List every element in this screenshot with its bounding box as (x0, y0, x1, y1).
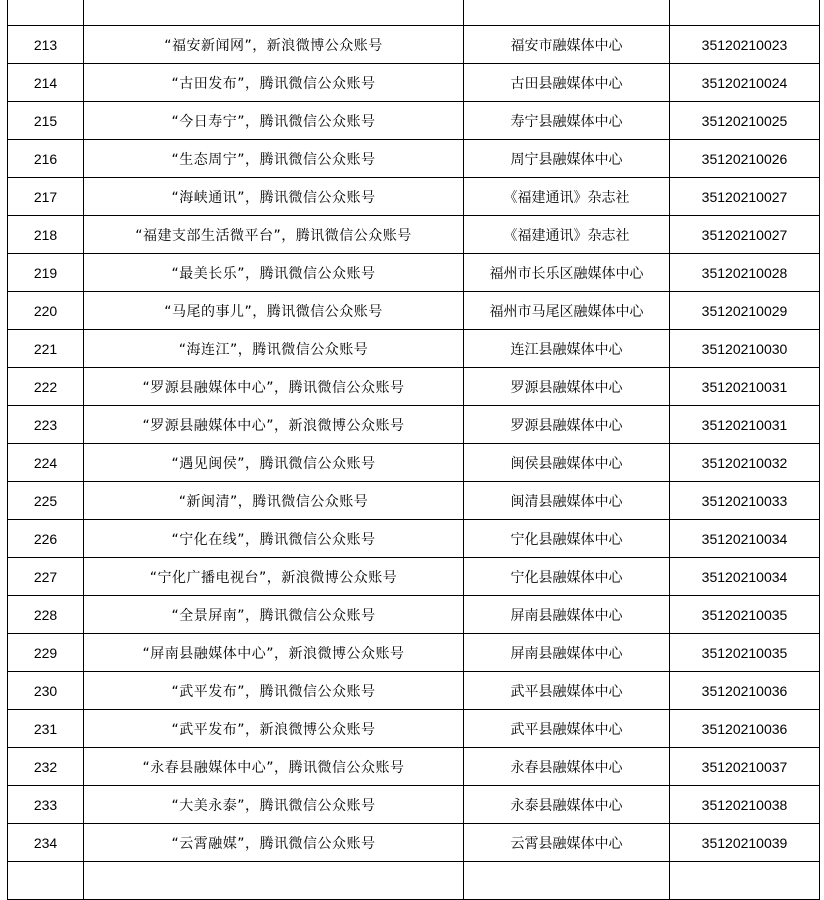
account-name-cell: “今日寿宁”，腾讯微信公众账号 (84, 102, 464, 140)
row-number-cell: 218 (8, 216, 84, 254)
row-number-cell: 219 (8, 254, 84, 292)
row-number-cell: 232 (8, 748, 84, 786)
row-number-cell: 234 (8, 824, 84, 862)
license-code-cell: 35120210037 (670, 748, 820, 786)
account-name-cell: “宁化在线”，腾讯微信公众账号 (84, 520, 464, 558)
organization-cell: 屏南县融媒体中心 (464, 596, 670, 634)
table-row (8, 292, 820, 330)
organization-cell: 周宁县融媒体中心 (464, 140, 670, 178)
account-name-cell: “新闽清”，腾讯微信公众账号 (84, 482, 464, 520)
table-row (8, 786, 820, 824)
table-row (8, 368, 820, 406)
table-row (8, 330, 820, 368)
license-code-cell: 35120210036 (670, 672, 820, 710)
table-row (8, 748, 820, 786)
organization-cell: 闽侯县融媒体中心 (464, 444, 670, 482)
account-name-cell: “罗源县融媒体中心”，腾讯微信公众账号 (84, 368, 464, 406)
account-name-cell: “福安新闻网”，新浪微博公众账号 (84, 26, 464, 64)
row-number-cell: 226 (8, 520, 84, 558)
table-body (8, 0, 820, 900)
license-code-cell: 35120210036 (670, 710, 820, 748)
row-number-cell: 213 (8, 26, 84, 64)
table-row (8, 178, 820, 216)
table-row (8, 596, 820, 634)
license-code-cell: 35120210028 (670, 254, 820, 292)
table-row (8, 558, 820, 596)
cell-empty (84, 0, 464, 26)
table-row (8, 634, 820, 672)
account-name-cell: “最美长乐”，腾讯微信公众账号 (84, 254, 464, 292)
organization-cell: 《福建通讯》杂志社 (464, 178, 670, 216)
row-number-cell: 224 (8, 444, 84, 482)
cell-empty (8, 862, 84, 900)
license-code-cell: 35120210026 (670, 140, 820, 178)
table-row (8, 824, 820, 862)
account-name-cell: “生态周宁”，腾讯微信公众账号 (84, 140, 464, 178)
account-name-cell: “屏南县融媒体中心”，新浪微博公众账号 (84, 634, 464, 672)
license-code-cell: 35120210027 (670, 216, 820, 254)
cell-empty (670, 0, 820, 26)
table-row (8, 482, 820, 520)
license-code-cell: 35120210039 (670, 824, 820, 862)
table-row (8, 520, 820, 558)
account-name-cell: “海峡通讯”，腾讯微信公众账号 (84, 178, 464, 216)
license-code-cell: 35120210034 (670, 520, 820, 558)
table-row (8, 64, 820, 102)
organization-cell: 永泰县融媒体中心 (464, 786, 670, 824)
account-name-cell: “罗源县融媒体中心”，新浪微博公众账号 (84, 406, 464, 444)
organization-cell: 宁化县融媒体中心 (464, 520, 670, 558)
cell-empty (464, 862, 670, 900)
row-number-cell: 230 (8, 672, 84, 710)
table-row (8, 672, 820, 710)
table-row (8, 710, 820, 748)
license-code-cell: 35120210025 (670, 102, 820, 140)
row-number-cell: 233 (8, 786, 84, 824)
organization-cell: 闽清县融媒体中心 (464, 482, 670, 520)
row-number-cell: 231 (8, 710, 84, 748)
license-code-cell: 35120210031 (670, 368, 820, 406)
table-row (8, 140, 820, 178)
organization-cell: 武平县融媒体中心 (464, 710, 670, 748)
license-code-cell: 35120210027 (670, 178, 820, 216)
organization-cell: 福州市长乐区融媒体中心 (464, 254, 670, 292)
cell-empty (670, 862, 820, 900)
account-name-cell: “武平发布”，新浪微博公众账号 (84, 710, 464, 748)
row-number-cell: 225 (8, 482, 84, 520)
account-name-cell: “遇见闽侯”，腾讯微信公众账号 (84, 444, 464, 482)
account-name-cell: “福建支部生活微平台”，腾讯微信公众账号 (84, 216, 464, 254)
row-number-cell: 217 (8, 178, 84, 216)
account-name-cell: “宁化广播电视台”，新浪微博公众账号 (84, 558, 464, 596)
organization-cell: 永春县融媒体中心 (464, 748, 670, 786)
license-code-cell: 35120210024 (670, 64, 820, 102)
license-code-cell: 35120210038 (670, 786, 820, 824)
account-name-cell: “海连江”，腾讯微信公众账号 (84, 330, 464, 368)
row-number-cell: 220 (8, 292, 84, 330)
organization-cell: 罗源县融媒体中心 (464, 406, 670, 444)
row-number-cell: 229 (8, 634, 84, 672)
license-code-cell: 35120210035 (670, 596, 820, 634)
organization-cell: 《福建通讯》杂志社 (464, 216, 670, 254)
license-code-cell: 35120210023 (670, 26, 820, 64)
table-row (8, 216, 820, 254)
table-row (8, 444, 820, 482)
table-row (8, 102, 820, 140)
license-code-cell: 35120210033 (670, 482, 820, 520)
table-row (8, 254, 820, 292)
license-code-cell: 35120210035 (670, 634, 820, 672)
account-name-cell: “全景屏南”，腾讯微信公众账号 (84, 596, 464, 634)
cell-empty (464, 0, 670, 26)
account-name-cell: “永春县融媒体中心”，腾讯微信公众账号 (84, 748, 464, 786)
row-number-cell: 223 (8, 406, 84, 444)
row-number-cell: 228 (8, 596, 84, 634)
organization-cell: 古田县融媒体中心 (464, 64, 670, 102)
organization-cell: 屏南县融媒体中心 (464, 634, 670, 672)
table-row (8, 406, 820, 444)
organization-cell: 寿宁县融媒体中心 (464, 102, 670, 140)
organization-cell: 罗源县融媒体中心 (464, 368, 670, 406)
row-number-cell: 227 (8, 558, 84, 596)
row-number-cell: 216 (8, 140, 84, 178)
license-code-cell: 35120210031 (670, 406, 820, 444)
license-code-cell: 35120210030 (670, 330, 820, 368)
row-number-cell: 214 (8, 64, 84, 102)
cell-empty (8, 0, 84, 26)
organization-cell: 宁化县融媒体中心 (464, 558, 670, 596)
row-number-cell: 221 (8, 330, 84, 368)
account-name-cell: “古田发布”，腾讯微信公众账号 (84, 64, 464, 102)
organization-cell: 武平县融媒体中心 (464, 672, 670, 710)
organization-cell: 连江县融媒体中心 (464, 330, 670, 368)
organization-cell: 福安市融媒体中心 (464, 26, 670, 64)
row-number-cell: 222 (8, 368, 84, 406)
license-code-cell: 35120210029 (670, 292, 820, 330)
organization-cell: 云霄县融媒体中心 (464, 824, 670, 862)
table-row-partial-bottom (8, 862, 820, 900)
table-row (8, 26, 820, 64)
license-code-cell: 35120210034 (670, 558, 820, 596)
organization-cell: 福州市马尾区融媒体中心 (464, 292, 670, 330)
media-account-table (7, 0, 820, 900)
document-table-container (7, 0, 819, 900)
license-code-cell: 35120210032 (670, 444, 820, 482)
account-name-cell: “武平发布”，腾讯微信公众账号 (84, 672, 464, 710)
cell-empty (84, 862, 464, 900)
table-row-partial-top (8, 0, 820, 26)
row-number-cell: 215 (8, 102, 84, 140)
account-name-cell: “大美永泰”，腾讯微信公众账号 (84, 786, 464, 824)
account-name-cell: “云霄融媒”，腾讯微信公众账号 (84, 824, 464, 862)
account-name-cell: “马尾的事儿”，腾讯微信公众账号 (84, 292, 464, 330)
